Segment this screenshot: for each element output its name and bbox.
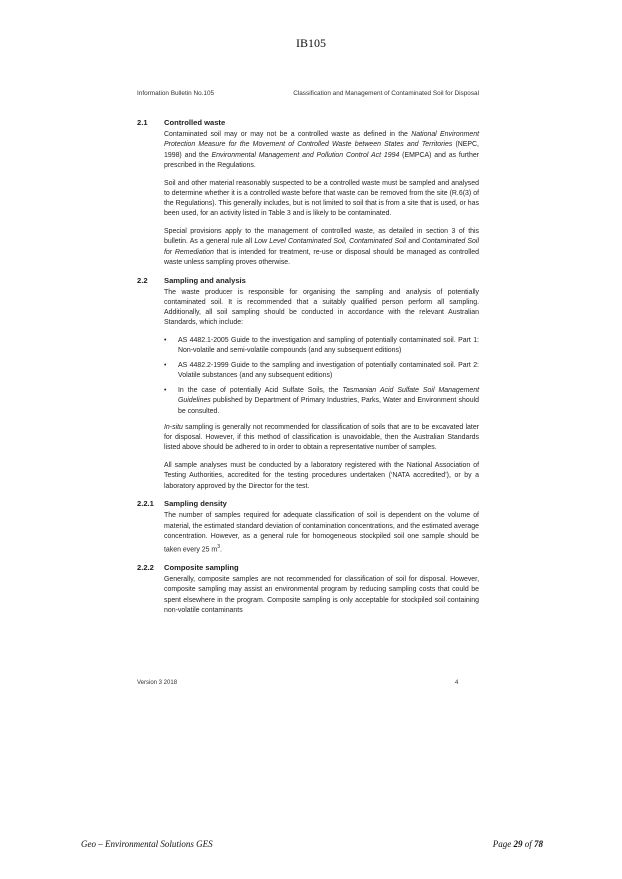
section-title: Composite sampling xyxy=(164,563,239,573)
standards-list xyxy=(164,336,479,417)
section-heading xyxy=(137,118,479,128)
bullet-icon: • xyxy=(164,362,167,369)
section-2-1 xyxy=(137,118,479,268)
paragraph: In-situ sampling is generally not recommended for classification of soils that are to be excavated later for disposal. However, if this method of classification is unavoidable, then the Australian Standards listed above should be adhered to in order to obtain a representative number of samples. xyxy=(164,423,479,452)
list-item: • AS 4482.2-1999 Guide to the sampling and investigation of potentially contaminated soil. Part 2: Volatile substances (and any subsequent editions) xyxy=(164,362,479,380)
bulletin-content xyxy=(137,118,479,624)
section-number: 2.1 xyxy=(137,118,148,127)
section-2-2-2 xyxy=(137,563,479,616)
section-title: Controlled waste xyxy=(164,118,226,127)
paragraph: Soil and other material reasonably suspected to be a controlled waste must be sampled and analysed to determine whether it is a controlled waste before that waste can be removed from the site (R.6(3) of the Regulations). This generally includes, but is not limited to soil that is from a site that is used, or has been used, for an activity listed in Table 3 and is likely to be contaminated. xyxy=(164,179,479,218)
paragraph: Generally, composite samples are not recommended for classification of soil for disposal. However, composite sampling may assist an environmental program by reducing sampling costs that could be spent elsewhere in the program. Composite sampling is only acceptable for stockpiled soil containing non-volatile contaminants xyxy=(164,576,479,614)
section-number: 2.2.2 xyxy=(137,563,154,573)
section-title: Sampling density xyxy=(164,499,227,509)
list-item: • AS 4482.1-2005 Guide to the investigation and sampling of potentially contaminated soil. Part 1: Non-volatile and semi-volatile compounds (and any subsequent editions) xyxy=(164,337,479,355)
bullet-icon: • xyxy=(164,387,167,394)
document-id: IB105 xyxy=(296,36,326,50)
section-2-2 xyxy=(137,276,479,492)
footer-company: Geo – Environmental Solutions GES xyxy=(81,839,213,849)
section-2-2-1 xyxy=(137,499,479,555)
paragraph: The number of samples required for adequate classification of soil is dependent on the volume of material, the estimated standard deviation of contamination concentrations, and the estimated average concentration. However, as a general rule for homogeneous stockpiled soil one sample should be taken every 25 $m^3$. xyxy=(164,512,479,554)
list-item: • In the case of potentially Acid Sulfate Soils, the Tasmanian Acid Sulfate Soil Management Guidelines published by Department of Primary Industries, Parks, Water and Environment should be consulted. xyxy=(164,387,479,415)
footer-page-number: Page 29 of 78 xyxy=(492,839,543,849)
subsection-heading xyxy=(137,563,479,573)
subsection-heading xyxy=(137,499,479,509)
bulletin-page-number: 4 xyxy=(455,680,459,686)
bulletin-number: Information Bulletin No.105 xyxy=(137,90,215,97)
section-number: 2.2 xyxy=(137,275,148,285)
bullet-icon: • xyxy=(164,337,167,344)
version-label: Version 3 2018 xyxy=(137,680,178,686)
section-title: Sampling and analysis xyxy=(164,275,246,285)
paragraph: All sample analyses must be conducted by a laboratory registered with the National Association of Testing Authorities, accredited for the testing procedures undertaken (‘NATA accredited’), or by a laboratory approved by the Director for the test. xyxy=(164,462,479,490)
paragraph: Contaminated soil may or may not be a controlled waste as defined in the National Environment Protection Measure for the Movement of Controlled Waste between States and Territories (NEPC, 1998) and the Environmental Management and Pollution Control Act 1994 (EMPCA) and as further prescribed in the Regulations. xyxy=(164,131,480,169)
section-heading xyxy=(137,276,479,286)
paragraph: Special provisions apply to the management of controlled waste, as detailed in section 3 of this bulletin. As a general rule all Low Level Contaminated Soil, Contaminated Soil and Contaminated Soil for Remediation that is intended for treatment, re-use or disposal should be managed as controlled waste unless sampling proves otherwise. xyxy=(164,228,479,266)
paragraph: The waste producer is responsible for organising the sampling and analysis of potentially contaminated soil. It is recommended that a suitably qualified person perform all sampling. Additionally, all soil sampling should be conducted in accordance with the relevant Australian Standards, which include: xyxy=(164,288,479,327)
section-number: 2.2.1 xyxy=(137,499,154,509)
bulletin-title: Classification and Management of Contaminated Soil for Disposal xyxy=(293,90,479,97)
